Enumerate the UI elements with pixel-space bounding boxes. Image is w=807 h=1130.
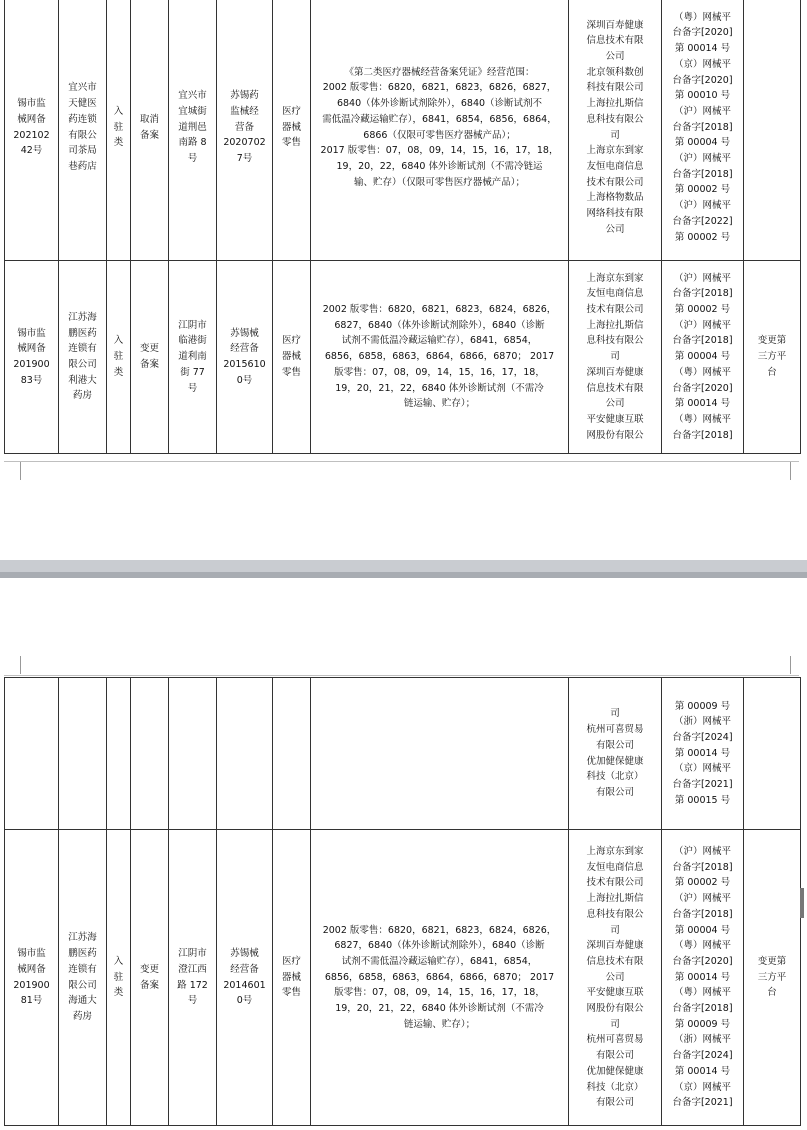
record-no-cell-line: 第 00002 号: [674, 304, 731, 316]
license-cell-line: 7号: [236, 153, 253, 165]
license-cell-line: 0号: [236, 374, 253, 386]
platform-cell-line: 上海格物数品: [586, 192, 644, 204]
company-cell-line: 江苏海: [68, 311, 97, 323]
scope-cell-line: 试剂不需低温冷藏运输贮存），6841，6854，: [341, 335, 538, 347]
address-cell-line: 澄江西: [178, 963, 207, 975]
record-no-cell-line: （沪）网械平: [673, 153, 731, 165]
record-no-cell: [662, 678, 744, 830]
record-no-cell-line: 台备字[2022]: [672, 215, 733, 227]
type-cell-line: 零售: [281, 137, 301, 149]
type-cell-line: 器械: [281, 971, 301, 983]
record-no-cell-line: （浙）网械平: [673, 716, 731, 728]
region-cell-line: 械网备: [17, 343, 46, 355]
record-no-cell-line: （粤）网械平: [673, 11, 731, 23]
category-cell-line: 入: [113, 105, 124, 117]
platform-cell-line: 息科技有限公: [586, 335, 644, 347]
company-cell-line: 宜兴市: [68, 82, 97, 94]
remark-cell-line: 三方平: [757, 971, 787, 983]
scope-cell: [311, 0, 569, 261]
remark-cell: [744, 830, 801, 1126]
type-cell-line: 器械: [281, 121, 301, 133]
license-cell: [217, 830, 273, 1126]
platform-cell-line: 杭州可喜贸易: [586, 1034, 644, 1046]
platform-cell: [569, 261, 662, 454]
scope-cell-line: 6827，6840（体外诊断试剂除外），6840（诊断: [334, 319, 545, 331]
address-cell-line: 号: [187, 995, 198, 1007]
record-no-cell-line: 第 00014 号: [674, 1065, 731, 1077]
platform-cell-line: 技术有限公司: [586, 176, 644, 188]
region-cell-line: 42号: [20, 145, 43, 157]
platform-cell-line: 信息技术有限: [586, 382, 644, 394]
page-corner-mark: [10, 656, 21, 674]
company-cell-line: 药房: [72, 1010, 92, 1022]
record-no-cell-line: （沪）网械平: [673, 319, 731, 331]
company-cell-line: 药连锁: [68, 113, 97, 125]
record-no-cell-line: （浙）网械平: [673, 1034, 731, 1046]
remark-cell-line: 变更第: [757, 335, 787, 347]
platform-cell-line: 司: [610, 708, 620, 720]
category-cell-line: 驻: [113, 351, 124, 363]
platform-cell-line: 司: [610, 1018, 620, 1030]
address-cell-line: 临港街: [178, 335, 207, 347]
company-cell-line: 连锁有: [68, 343, 97, 355]
record-no-cell-line: 台备字[2020]: [672, 74, 733, 86]
address-cell-line: 号: [187, 382, 198, 394]
scope-cell-line: 2017 版零售：07，08，09，14，15，16，17，18，: [320, 145, 559, 157]
company-cell: [59, 0, 107, 261]
record-no-cell-line: 台备字[2024]: [672, 731, 733, 743]
region-cell-line: 81号: [20, 995, 43, 1007]
record-no-cell-line: 第 00002 号: [674, 877, 731, 889]
platform-cell-line: 上海京东到家: [586, 145, 644, 157]
company-cell-line: 海通大: [68, 995, 97, 1007]
record-no-cell-line: （沪）网械平: [673, 846, 731, 858]
action-cell-line: 备案: [139, 359, 159, 370]
category-cell: [107, 261, 131, 454]
license-cell-line: 苏锡械: [230, 327, 259, 339]
action-cell: [131, 261, 169, 454]
company-cell-line: 鹏医药: [68, 327, 97, 339]
type-cell: [273, 678, 311, 830]
region-cell-line: 201900: [13, 979, 50, 991]
company-cell-line: 药房: [72, 390, 92, 402]
scope-cell-line: 链运输、贮存）；: [403, 398, 476, 410]
platform-cell-line: 优加健保健康: [586, 755, 644, 767]
platform-cell-line: 司: [610, 351, 620, 363]
license-cell-line: 苏锡械: [230, 948, 259, 960]
scope-cell-line: 版零售：07，08，09，14，15，16，17，18，: [334, 987, 545, 999]
page-divider: [4, 675, 799, 676]
company-cell-line: 鹏医药: [68, 948, 97, 960]
remark-cell: [744, 261, 801, 454]
remark-cell-line: 台: [767, 987, 777, 999]
license-cell-line: 营备: [234, 121, 254, 133]
scope-cell-line: 2002 版零售：6820，6821，6823，6824，6826，: [322, 304, 557, 316]
company-cell: [59, 261, 107, 454]
region-cell: [5, 0, 59, 261]
platform-cell-line: 公司: [605, 50, 625, 62]
scope-cell-line: 需低温冷藏运输贮存），6841，6854，6856，6864，: [322, 113, 557, 125]
category-cell: [107, 678, 131, 830]
platform-cell: [569, 678, 662, 830]
platform-cell-line: 科技有限公司: [586, 82, 644, 94]
license-cell-line: 2015610: [223, 359, 266, 370]
action-cell-line: 变更: [139, 343, 159, 355]
region-cell-line: 锡市监: [17, 948, 46, 960]
record-no-cell-line: 台备字[2021]: [672, 1097, 733, 1109]
scope-cell: [311, 830, 569, 1126]
record-no-cell-line: （京）网械平: [673, 58, 731, 70]
record-no-cell-line: （粤）网械平: [673, 987, 731, 999]
address-cell-line: 道利南: [178, 351, 207, 363]
platform-cell-line: 上海拉扎斯信: [586, 98, 644, 110]
record-no-cell-line: 第 00014 号: [674, 43, 731, 55]
company-cell-line: 限公司: [68, 359, 97, 370]
category-cell-line: 类: [113, 366, 124, 378]
record-no-cell-line: 台备字[2020]: [672, 955, 733, 967]
table-row: [5, 261, 801, 454]
company-cell-line: 连锁有: [68, 963, 97, 975]
record-no-cell-line: （京）网械平: [673, 763, 731, 775]
record-no-cell-line: （沪）网械平: [673, 272, 731, 284]
platform-cell-line: 司: [610, 129, 620, 141]
page-2: [0, 578, 807, 1130]
record-no-cell-line: 台备字[2018]: [672, 121, 733, 133]
license-cell-line: 2014601: [223, 979, 266, 991]
platform-cell-line: 信息技术有限: [586, 35, 644, 47]
record-no-cell-line: 台备字[2018]: [672, 908, 733, 920]
type-cell-line: 零售: [281, 366, 301, 378]
region-cell-line: 锡市监: [17, 327, 46, 339]
table-row: [5, 0, 801, 261]
record-no-cell-line: 台备字[2018]: [672, 335, 733, 347]
company-cell-line: 巷药店: [68, 160, 97, 172]
platform-cell-line: 网股份有限公: [586, 429, 644, 441]
platform-cell-line: 平安健康互联: [586, 413, 644, 425]
scrollbar-thumb[interactable]: [800, 888, 804, 918]
platform-cell-line: 平安健康互联: [586, 987, 644, 999]
platform-cell-line: 技术有限公司: [586, 304, 644, 316]
record-no-cell: [662, 0, 744, 261]
action-cell: [131, 678, 169, 830]
page-divider: [4, 461, 799, 462]
record-no-cell-line: 第 00004 号: [674, 137, 731, 149]
address-cell: [169, 261, 217, 454]
platform-cell-line: 科技（北京）: [586, 771, 644, 783]
remark-cell-line: 变更第: [757, 955, 787, 967]
record-no-cell-line: （粤）网械平: [673, 366, 731, 378]
platform-cell-line: 科技（北京）: [586, 1081, 644, 1093]
platform-cell-line: 上海京东到家: [586, 272, 644, 284]
action-cell-line: 备案: [139, 129, 159, 141]
region-cell-line: 83号: [20, 374, 43, 386]
platform-cell-line: 公司: [605, 398, 625, 410]
remark-cell-line: 台: [767, 366, 777, 378]
company-cell-line: 司茶局: [68, 145, 97, 157]
platform-cell-line: 友恒电商信息: [586, 160, 644, 172]
region-cell-line: 械网备: [17, 963, 46, 975]
record-no-cell-line: 台备字[2020]: [672, 27, 733, 39]
platform-cell-line: 上海京东到家: [586, 846, 644, 858]
category-cell: [107, 830, 131, 1126]
record-no-cell-line: 第 00002 号: [674, 184, 731, 196]
license-cell-line: 经营备: [230, 343, 259, 355]
license-cell-line: 0号: [236, 995, 253, 1007]
license-cell-line: 经营备: [230, 963, 259, 975]
category-cell-line: 入: [113, 335, 124, 347]
record-no-cell: [662, 261, 744, 454]
category-cell-line: 驻: [113, 971, 124, 983]
region-cell-line: 锡市监: [17, 98, 46, 110]
record-no-cell-line: 第 00004 号: [674, 351, 731, 363]
scope-cell-line: 2002 版零售：6820，6821，6823，6824，6826，: [322, 924, 557, 936]
region-cell: [5, 830, 59, 1126]
record-no-cell-line: 台备字[2018]: [672, 288, 733, 300]
platform-cell-line: 司: [610, 924, 620, 936]
company-cell: [59, 830, 107, 1126]
license-cell: [217, 0, 273, 261]
type-cell-line: 器械: [281, 351, 301, 363]
record-no-cell-line: 第 00014 号: [674, 398, 731, 410]
category-cell-line: 入: [113, 955, 124, 967]
platform-cell-line: 友恒电商信息: [586, 288, 644, 300]
page-corner-mark: [790, 462, 801, 480]
address-cell-line: 江阴市: [178, 319, 207, 331]
platform-cell-line: 有限公司: [595, 1097, 634, 1109]
platform-cell-line: 技术有限公司: [586, 877, 644, 889]
platform-cell-line: 深圳百寿健康: [586, 19, 644, 31]
platform-cell-line: 有限公司: [595, 786, 634, 798]
category-cell: [107, 0, 131, 261]
address-cell-line: 江阴市: [178, 948, 207, 960]
record-no-cell-line: 台备字[2024]: [672, 1050, 733, 1062]
scope-cell: [311, 678, 569, 830]
record-no-cell-line: 台备字[2018]: [672, 1003, 733, 1015]
company-cell-line: 有限公: [68, 129, 97, 141]
record-table-page-2: [4, 677, 801, 1126]
company-cell-line: 江苏海: [68, 932, 97, 944]
page-corner-mark: [790, 656, 801, 674]
remark-cell-line: 三方平: [757, 351, 787, 363]
record-no-cell-line: 第 00002 号: [674, 231, 731, 243]
record-no-cell-line: （沪）网械平: [673, 200, 731, 212]
remark-cell: [744, 0, 801, 261]
platform-cell: [569, 0, 662, 261]
scope-cell-line: 19，20，22，6840 体外诊断试剂（不需冷链运: [336, 160, 543, 172]
record-no-cell-line: （粤）网械平: [673, 413, 731, 425]
type-cell-line: 医疗: [281, 955, 301, 967]
platform-cell-line: 息科技有限公: [586, 113, 644, 125]
license-cell-line: 监械经: [230, 105, 259, 117]
scope-cell-line: 19，20，21，22，6840 体外诊断试剂（不需冷: [335, 382, 544, 394]
company-cell: [59, 678, 107, 830]
record-no-cell-line: 第 00015 号: [674, 794, 731, 806]
record-no-cell-line: （沪）网械平: [673, 893, 731, 905]
platform-cell-line: 上海拉扎斯信: [586, 319, 644, 331]
action-cell-line: 备案: [139, 979, 159, 991]
table-row: [5, 678, 801, 830]
platform-cell-line: 有限公司: [595, 739, 634, 751]
scope-cell-line: 6856，6858，6863，6864，6866，6870； 2017: [324, 971, 555, 983]
platform-cell-line: 上海拉扎斯信: [586, 893, 644, 905]
action-cell-line: 取消: [139, 113, 159, 125]
category-cell-line: 类: [113, 137, 124, 149]
address-cell: [169, 0, 217, 261]
scope-cell-line: 2002 版零售：6820，6821，6823，6826，6827，: [322, 82, 557, 94]
type-cell: [273, 0, 311, 261]
platform-cell-line: 网络科技有限: [586, 208, 644, 220]
page-1: [0, 0, 807, 470]
record-no-cell-line: 第 00009 号: [674, 700, 731, 712]
platform-cell-line: 有限公司: [595, 1050, 634, 1062]
page-corner-mark: [10, 462, 21, 480]
company-cell-line: 天健医: [68, 98, 97, 110]
scope-cell-line: 6840（体外诊断试剂除外），6840（诊断试剂不: [336, 98, 543, 110]
scope-cell-line: 版零售：07，08，09，14，15，16，17，18，: [334, 366, 545, 378]
record-table-page-1: [4, 0, 801, 454]
address-cell-line: 宜城街: [178, 105, 207, 117]
company-cell-line: 限公司: [68, 979, 97, 991]
platform-cell: [569, 830, 662, 1126]
type-cell: [273, 830, 311, 1126]
address-cell-line: 路 172: [177, 979, 208, 991]
platform-cell-line: 深圳百寿健康: [586, 940, 644, 952]
address-cell-line: 南路 8: [178, 137, 207, 149]
record-no-cell-line: 台备字[2020]: [672, 382, 733, 394]
record-no-cell-line: 台备字[2018]: [672, 429, 733, 441]
record-no-cell-line: 台备字[2018]: [672, 861, 733, 873]
action-cell: [131, 0, 169, 261]
address-cell-line: 道荆邑: [178, 121, 207, 133]
address-cell-line: 街 77: [180, 366, 205, 378]
scope-cell-line: 链运输、贮存）；: [403, 1018, 476, 1030]
action-cell-line: 变更: [139, 963, 159, 975]
platform-cell-line: 息科技有限公: [586, 908, 644, 920]
platform-cell-line: 友恒电商信息: [586, 861, 644, 873]
scope-cell-line: 19，20，21，22，6840 体外诊断试剂（不需冷: [335, 1003, 544, 1015]
record-no-cell-line: 第 00014 号: [674, 971, 731, 983]
region-cell-line: 械网备: [17, 113, 46, 125]
record-no-cell-line: （沪）网械平: [673, 105, 731, 117]
type-cell-line: 医疗: [281, 105, 301, 117]
scope-cell-line: 试剂不需低温冷藏运输贮存），6841，6854，: [341, 955, 538, 967]
license-cell-line: 苏锡药: [230, 90, 259, 102]
platform-cell-line: 网股份有限公: [586, 1003, 644, 1015]
region-cell: [5, 261, 59, 454]
type-cell-line: 零售: [281, 987, 301, 999]
record-no-cell-line: 台备字[2018]: [672, 168, 733, 180]
platform-cell-line: 优加健保健康: [586, 1065, 644, 1077]
platform-cell-line: 北京领科数创: [586, 66, 644, 78]
action-cell: [131, 830, 169, 1126]
category-cell-line: 驻: [113, 121, 124, 133]
license-cell-line: 2020702: [223, 137, 266, 149]
platform-cell-line: 深圳百寿健康: [586, 366, 644, 378]
record-no-cell-line: （京）网械平: [673, 1081, 731, 1093]
record-no-cell-line: 第 00009 号: [674, 1018, 731, 1030]
remark-cell: [744, 678, 801, 830]
record-no-cell-line: 台备字[2021]: [672, 779, 733, 791]
address-cell-line: 号: [187, 153, 198, 165]
scope-cell-line: 《第二类医疗器械经营备案凭证》经营范围：: [344, 66, 535, 78]
company-cell-line: 利港大: [68, 374, 97, 386]
scope-cell-line: 6866（仅限可零售医疗器械产品）；: [363, 129, 516, 141]
type-cell-line: 医疗: [281, 335, 301, 347]
record-no-cell-line: （粤）网械平: [673, 940, 731, 952]
platform-cell-line: 杭州可喜贸易: [586, 724, 644, 736]
address-cell-line: 宜兴市: [178, 90, 207, 102]
platform-cell-line: 信息技术有限: [586, 955, 644, 967]
platform-cell-line: 公司: [605, 223, 625, 235]
record-no-cell-line: 第 00014 号: [674, 747, 731, 759]
region-cell: [5, 678, 59, 830]
record-no-cell-line: 第 00004 号: [674, 924, 731, 936]
scope-cell-line: 6827，6840（体外诊断试剂除外），6840（诊断: [334, 940, 545, 952]
scope-cell-line: 6856，6858，6863，6864，6866，6870； 2017: [324, 351, 555, 363]
address-cell: [169, 830, 217, 1126]
scope-cell-line: 输、贮存）（仅限可零售医疗器械产品）；: [353, 176, 525, 188]
region-cell-line: 201900: [13, 359, 50, 370]
license-cell: [217, 261, 273, 454]
license-cell: [217, 678, 273, 830]
type-cell: [273, 261, 311, 454]
record-no-cell-line: 第 00010 号: [674, 90, 731, 102]
category-cell-line: 类: [113, 987, 124, 999]
address-cell: [169, 678, 217, 830]
table-row: [5, 830, 801, 1126]
platform-cell-line: 公司: [605, 971, 625, 983]
region-cell-line: 202102: [13, 129, 50, 141]
record-no-cell: [662, 830, 744, 1126]
scope-cell: [311, 261, 569, 454]
